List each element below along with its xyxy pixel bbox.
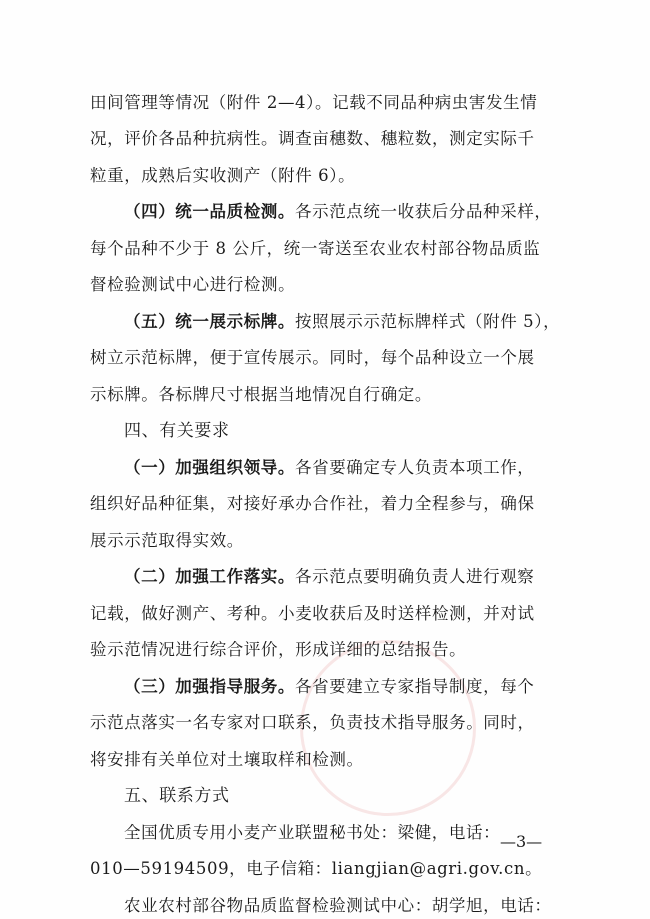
paragraph-line: 展示示范取得实效。 [90,531,244,550]
paragraph-line: 示标牌。各标牌尺寸根据当地情况自行确定。 [90,385,432,404]
paragraph-line: 全国优质专用小麦产业联盟秘书处：梁健，电话： [124,823,501,842]
page-number: —3— [500,832,543,851]
subheading-unified-quality-testing: （四）统一品质检测。 [124,202,295,221]
section-heading-requirements: 四、有关要求 [124,421,230,441]
paragraph-line: 示范点落实一名专家对口联系，负责技术指导服务。同时， [90,713,535,732]
paragraph-line: 树立示范标牌，便于宣传展示。同时，每个品种设立一个展 [90,348,535,367]
paragraph-line: 粒重，成熟后实收测产（附件 6）。 [90,166,356,185]
paragraph-text: 各示范点要明确负责人进行观察 [295,567,535,586]
paragraph-line [124,676,534,698]
subheading-organization-leadership: （一）加强组织领导。 [124,458,295,477]
paragraph-line: 田间管理等情况（附件 2—4）。记载不同品种病虫害发生情 [90,93,538,112]
paragraph-line [124,566,534,588]
paragraph-line: 记载，做好测产、考种。小麦收获后及时送样检测，并对试 [90,604,535,623]
paragraph-line: 将安排有关单位对土壤取样和检测。 [90,750,364,769]
paragraph-line [124,457,534,479]
paragraph-text: 各省要确定专人负责本项工作， [295,458,535,477]
paragraph-line: 验示范情况进行综合评价，形成详细的总结报告。 [90,640,467,659]
paragraph-text: 各示范点统一收获后分品种采样， [295,202,552,221]
paragraph-text: 各省要建立专家指导制度，每个 [295,677,535,696]
subheading-work-implementation: （二）加强工作落实。 [124,567,295,586]
paragraph-line: 督检验测试中心进行检测。 [90,275,296,294]
subheading-unified-display-sign: （五）统一展示标牌。 [124,312,295,331]
contact-line: 010—59194509，电子信箱：liangjian@agri.gov.cn。 [90,859,543,878]
paragraph-text: 按照展示示范标牌样式（附件 5）， [295,312,561,331]
paragraph-line [124,311,560,333]
subheading-guidance-service: （三）加强指导服务。 [124,677,295,696]
section-heading-contact: 五、联系方式 [124,786,230,806]
paragraph-line [124,201,552,223]
paragraph-line: 组织好品种征集，对接好承办合作社，着力全程参与，确保 [90,494,535,513]
paragraph-line: 每个品种不少于 8 公斤，统一寄送至农业农村部谷物品质监 [90,239,541,258]
paragraph-line: 况，评价各品种抗病性。调查亩穗数、穗粒数，测定实际千 [90,129,535,148]
paragraph-line: 农业农村部谷物品质监督检验测试中心：胡学旭，电话： [124,896,552,915]
